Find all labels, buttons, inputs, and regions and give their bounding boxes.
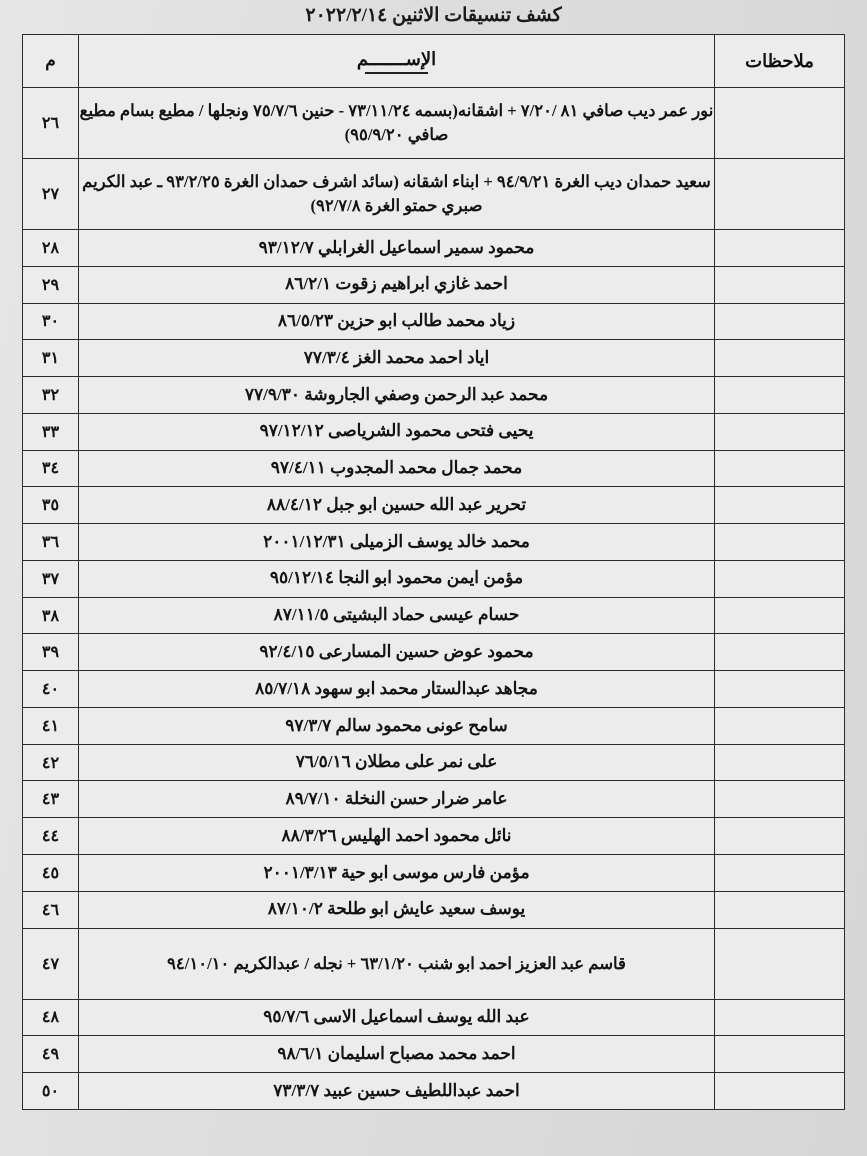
page-title: كشف تنسيقات الاثنين ٢٠٢٢/٢/١٤ bbox=[305, 5, 562, 26]
table-row bbox=[23, 818, 845, 855]
cell-name: على نمر على مطلان ٧٦/٥/١٦ bbox=[79, 744, 715, 781]
cell-name: يوسف سعيد عايش ابو طلحة ٨٧/١٠/٢ bbox=[79, 891, 715, 928]
cell-name: سامح عونى محمود سالم ٩٧/٣/٧ bbox=[79, 707, 715, 744]
cell-number: ٣٦ bbox=[23, 524, 79, 561]
cell-notes bbox=[715, 634, 845, 671]
cell-number: ٢٩ bbox=[23, 266, 79, 303]
cell-number: ٣٥ bbox=[23, 487, 79, 524]
cell-notes bbox=[715, 928, 845, 999]
table-row bbox=[23, 377, 845, 414]
coordination-table-container bbox=[22, 34, 845, 1110]
cell-notes bbox=[715, 818, 845, 855]
cell-name: عبد الله يوسف اسماعيل الاسى ٩٥/٧/٦ bbox=[79, 999, 715, 1036]
cell-name: عامر ضرار حسن النخلة ٨٩/٧/١٠ bbox=[79, 781, 715, 818]
cell-name: سعيد حمدان ديب الغرة ٩٤/٩/٢١ + ابناء اشقانه (سائد اشرف حمدان الغرة ٩٣/٢/٢٥ ـ عبد الكريم صبري حمتو الغرة ٩٢/٧/٨) bbox=[79, 159, 715, 230]
cell-number: ٤٦ bbox=[23, 891, 79, 928]
cell-name: مؤمن فارس موسى ابو حية ٢٠٠١/٣/١٣ bbox=[79, 855, 715, 892]
table-row bbox=[23, 781, 845, 818]
cell-notes bbox=[715, 671, 845, 708]
cell-notes bbox=[715, 450, 845, 487]
cell-name: اياد احمد محمد الغز ٧٧/٣/٤ bbox=[79, 340, 715, 377]
table-row bbox=[23, 413, 845, 450]
cell-number: ٤٨ bbox=[23, 999, 79, 1036]
cell-name: محمود عوض حسين المسارعى ٩٢/٤/١٥ bbox=[79, 634, 715, 671]
table-row bbox=[23, 88, 845, 159]
cell-name: نائل محمود احمد الهليس ٨٨/٣/٢٦ bbox=[79, 818, 715, 855]
cell-notes bbox=[715, 413, 845, 450]
cell-number: ٤٢ bbox=[23, 744, 79, 781]
cell-number: ٤٥ bbox=[23, 855, 79, 892]
table-row bbox=[23, 159, 845, 230]
cell-notes bbox=[715, 891, 845, 928]
cell-number: ٣٠ bbox=[23, 303, 79, 340]
cell-notes bbox=[715, 1036, 845, 1073]
table-body bbox=[23, 88, 845, 1110]
table-row bbox=[23, 1073, 845, 1110]
table-row bbox=[23, 999, 845, 1036]
table-row bbox=[23, 891, 845, 928]
cell-notes bbox=[715, 707, 845, 744]
table-row bbox=[23, 340, 845, 377]
cell-number: ٢٦ bbox=[23, 88, 79, 159]
cell-notes bbox=[715, 744, 845, 781]
coordination-table bbox=[22, 34, 845, 1110]
cell-name: احمد محمد مصباح اسليمان ٩٨/٦/١ bbox=[79, 1036, 715, 1073]
cell-notes bbox=[715, 266, 845, 303]
cell-number: ٢٧ bbox=[23, 159, 79, 230]
column-header-name-label: الإســـــــم bbox=[357, 49, 436, 74]
table-row bbox=[23, 450, 845, 487]
cell-notes bbox=[715, 303, 845, 340]
cell-notes bbox=[715, 999, 845, 1036]
cell-notes bbox=[715, 230, 845, 267]
table-row bbox=[23, 560, 845, 597]
table-row bbox=[23, 266, 845, 303]
table-row bbox=[23, 928, 845, 999]
cell-number: ٤٠ bbox=[23, 671, 79, 708]
table-row bbox=[23, 855, 845, 892]
column-header-number: م bbox=[23, 35, 79, 88]
cell-name: محمد جمال محمد المجدوب ٩٧/٤/١١ bbox=[79, 450, 715, 487]
table-header-row bbox=[23, 35, 845, 88]
cell-name: يحيى فتحى محمود الشرياصى ٩٧/١٢/١٢ bbox=[79, 413, 715, 450]
cell-name: حسام عيسى حماد البشيتى ٨٧/١١/٥ bbox=[79, 597, 715, 634]
cell-notes bbox=[715, 560, 845, 597]
cell-notes bbox=[715, 597, 845, 634]
table-row bbox=[23, 524, 845, 561]
cell-number: ٣٩ bbox=[23, 634, 79, 671]
table-row bbox=[23, 487, 845, 524]
cell-name: زياد محمد طالب ابو حزين ٨٦/٥/٢٣ bbox=[79, 303, 715, 340]
cell-number: ٤٤ bbox=[23, 818, 79, 855]
cell-notes bbox=[715, 377, 845, 414]
table-row bbox=[23, 230, 845, 267]
table-row bbox=[23, 707, 845, 744]
cell-notes bbox=[715, 88, 845, 159]
cell-notes bbox=[715, 524, 845, 561]
table-row bbox=[23, 671, 845, 708]
table-row bbox=[23, 634, 845, 671]
cell-number: ٤٣ bbox=[23, 781, 79, 818]
cell-notes bbox=[715, 487, 845, 524]
cell-name: محمد عبد الرحمن وصفي الجاروشة ٧٧/٩/٣٠ bbox=[79, 377, 715, 414]
cell-notes bbox=[715, 781, 845, 818]
cell-name: نور عمر ديب صافي ٨١ /٧/٢٠ + اشقانه(بسمه ٧٣/١١/٢٤ - حنين ٧٥/٧/٦ ونجلها / مطيع بسام مطيع صافي ٩٥/٩/٢٠) bbox=[79, 88, 715, 159]
cell-number: ٣٧ bbox=[23, 560, 79, 597]
cell-number: ٣٤ bbox=[23, 450, 79, 487]
table-row bbox=[23, 303, 845, 340]
cell-name: محمود سمير اسماعيل الغرابلي ٩٣/١٢/٧ bbox=[79, 230, 715, 267]
cell-name: مؤمن ايمن محمود ابو النجا ٩٥/١٢/١٤ bbox=[79, 560, 715, 597]
cell-number: ٣١ bbox=[23, 340, 79, 377]
table-header bbox=[23, 35, 845, 88]
cell-name: تحرير عبد الله حسين ابو جبل ٨٨/٤/١٢ bbox=[79, 487, 715, 524]
cell-name: محمد خالد يوسف الزميلى ٢٠٠١/١٢/٣١ bbox=[79, 524, 715, 561]
cell-name: احمد غازي ابراهيم زقوت ٨٦/٢/١ bbox=[79, 266, 715, 303]
column-header-name bbox=[79, 35, 715, 88]
cell-number: ٣٢ bbox=[23, 377, 79, 414]
cell-notes bbox=[715, 1073, 845, 1110]
table-row bbox=[23, 597, 845, 634]
cell-notes bbox=[715, 340, 845, 377]
cell-number: ٣٣ bbox=[23, 413, 79, 450]
cell-name: احمد عبداللطيف حسين عبيد ٧٣/٣/٧ bbox=[79, 1073, 715, 1110]
cell-number: ٥٠ bbox=[23, 1073, 79, 1110]
column-header-notes: ملاحظات bbox=[715, 35, 845, 88]
cell-number: ٤٧ bbox=[23, 928, 79, 999]
cell-name: قاسم عبد العزيز احمد ابو شنب ٦٣/١/٢٠ + نجله / عبدالكريم ٩٤/١٠/١٠ bbox=[79, 928, 715, 999]
table-row bbox=[23, 1036, 845, 1073]
cell-notes bbox=[715, 855, 845, 892]
cell-name: مجاهد عبدالستار محمد ابو سهود ٨٥/٧/١٨ bbox=[79, 671, 715, 708]
cell-number: ٤١ bbox=[23, 707, 79, 744]
cell-number: ٣٨ bbox=[23, 597, 79, 634]
cell-number: ٢٨ bbox=[23, 230, 79, 267]
cell-number: ٤٩ bbox=[23, 1036, 79, 1073]
cell-notes bbox=[715, 159, 845, 230]
table-row bbox=[23, 744, 845, 781]
